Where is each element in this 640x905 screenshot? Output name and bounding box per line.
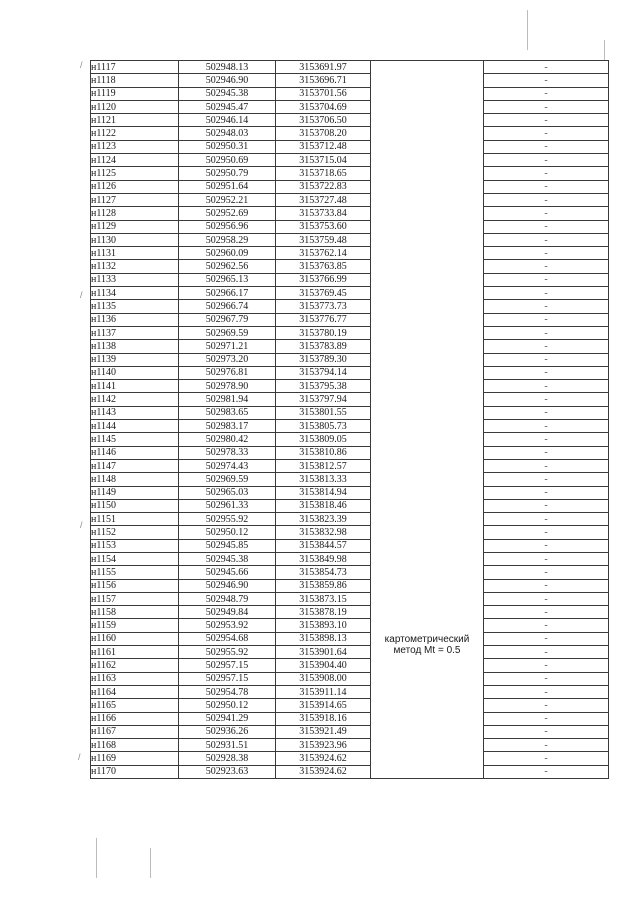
coord-x-cell: 502949.84 bbox=[179, 606, 276, 619]
scan-artifact-line bbox=[150, 848, 151, 878]
coord-y-cell: 3153878.19 bbox=[276, 606, 371, 619]
coord-y-cell: 3153715.04 bbox=[276, 154, 371, 167]
coord-x-cell: 502969.59 bbox=[179, 326, 276, 339]
accuracy-cell: - bbox=[484, 61, 609, 74]
coord-x-cell: 502958.29 bbox=[179, 233, 276, 246]
accuracy-cell: - bbox=[484, 699, 609, 712]
point-name-cell: н1151 bbox=[91, 513, 179, 526]
coord-x-cell: 502956.96 bbox=[179, 220, 276, 233]
coord-y-cell: 3153759.48 bbox=[276, 233, 371, 246]
coord-x-cell: 502966.74 bbox=[179, 300, 276, 313]
table-row bbox=[91, 180, 609, 193]
accuracy-cell: - bbox=[484, 247, 609, 260]
table-row bbox=[91, 725, 609, 738]
coord-x-cell: 502969.59 bbox=[179, 473, 276, 486]
point-name-cell: н1170 bbox=[91, 765, 179, 778]
table-row bbox=[91, 459, 609, 472]
point-name-cell: н1131 bbox=[91, 247, 179, 260]
accuracy-cell: - bbox=[484, 167, 609, 180]
coord-y-cell: 3153783.89 bbox=[276, 340, 371, 353]
table-row bbox=[91, 154, 609, 167]
accuracy-cell: - bbox=[484, 366, 609, 379]
point-name-cell: н1162 bbox=[91, 659, 179, 672]
coord-x-cell: 502948.03 bbox=[179, 127, 276, 140]
coord-x-cell: 502946.90 bbox=[179, 579, 276, 592]
accuracy-cell: - bbox=[484, 393, 609, 406]
table-row bbox=[91, 207, 609, 220]
table-row bbox=[91, 406, 609, 419]
coord-y-cell: 3153753.60 bbox=[276, 220, 371, 233]
point-name-cell: н1121 bbox=[91, 114, 179, 127]
coord-y-cell: 3153921.49 bbox=[276, 725, 371, 738]
point-name-cell: н1138 bbox=[91, 340, 179, 353]
point-name-cell: н1146 bbox=[91, 446, 179, 459]
coord-y-cell: 3153854.73 bbox=[276, 566, 371, 579]
table-row bbox=[91, 247, 609, 260]
accuracy-cell: - bbox=[484, 193, 609, 206]
table-row bbox=[91, 380, 609, 393]
coord-x-cell: 502931.51 bbox=[179, 739, 276, 752]
table-row bbox=[91, 326, 609, 339]
coord-y-cell: 3153924.62 bbox=[276, 765, 371, 778]
point-name-cell: н1150 bbox=[91, 499, 179, 512]
point-name-cell: н1117 bbox=[91, 61, 179, 74]
accuracy-cell: - bbox=[484, 619, 609, 632]
table-row bbox=[91, 699, 609, 712]
accuracy-cell: - bbox=[484, 433, 609, 446]
table-row bbox=[91, 353, 609, 366]
method-text: метод Mt = 0.5 bbox=[393, 644, 461, 656]
coord-x-cell: 502945.38 bbox=[179, 552, 276, 565]
point-name-cell: н1158 bbox=[91, 606, 179, 619]
point-name-cell: н1125 bbox=[91, 167, 179, 180]
accuracy-cell: - bbox=[484, 300, 609, 313]
accuracy-cell: - bbox=[484, 380, 609, 393]
coord-x-cell: 502978.33 bbox=[179, 446, 276, 459]
accuracy-cell: - bbox=[484, 646, 609, 659]
table-row bbox=[91, 287, 609, 300]
table-row bbox=[91, 446, 609, 459]
point-name-cell: н1163 bbox=[91, 672, 179, 685]
coord-x-cell: 502953.92 bbox=[179, 619, 276, 632]
table-row bbox=[91, 420, 609, 433]
accuracy-cell: - bbox=[484, 140, 609, 153]
accuracy-cell: - bbox=[484, 685, 609, 698]
coord-x-cell: 502946.90 bbox=[179, 74, 276, 87]
table-row bbox=[91, 513, 609, 526]
point-name-cell: н1136 bbox=[91, 313, 179, 326]
coord-x-cell: 502928.38 bbox=[179, 752, 276, 765]
point-name-cell: н1167 bbox=[91, 725, 179, 738]
coord-y-cell: 3153809.05 bbox=[276, 433, 371, 446]
accuracy-cell: - bbox=[484, 606, 609, 619]
accuracy-cell: - bbox=[484, 233, 609, 246]
table-row bbox=[91, 685, 609, 698]
table-row bbox=[91, 313, 609, 326]
accuracy-cell: - bbox=[484, 632, 609, 645]
coord-x-cell: 502952.21 bbox=[179, 193, 276, 206]
table-row bbox=[91, 87, 609, 100]
table-row bbox=[91, 233, 609, 246]
table-row bbox=[91, 672, 609, 685]
point-name-cell: н1142 bbox=[91, 393, 179, 406]
coord-y-cell: 3153805.73 bbox=[276, 420, 371, 433]
point-name-cell: н1156 bbox=[91, 579, 179, 592]
coord-y-cell: 3153923.96 bbox=[276, 739, 371, 752]
accuracy-cell: - bbox=[484, 406, 609, 419]
table-row bbox=[91, 619, 609, 632]
coord-y-cell: 3153706.50 bbox=[276, 114, 371, 127]
point-name-cell: н1127 bbox=[91, 193, 179, 206]
coord-y-cell: 3153794.14 bbox=[276, 366, 371, 379]
accuracy-cell: - bbox=[484, 154, 609, 167]
accuracy-cell: - bbox=[484, 100, 609, 113]
table-row bbox=[91, 260, 609, 273]
accuracy-cell: - bbox=[484, 287, 609, 300]
coord-x-cell: 502945.38 bbox=[179, 87, 276, 100]
coord-y-cell: 3153832.98 bbox=[276, 526, 371, 539]
table-row bbox=[91, 765, 609, 778]
coord-x-cell: 502946.14 bbox=[179, 114, 276, 127]
point-name-cell: н1155 bbox=[91, 566, 179, 579]
coord-y-cell: 3153810.86 bbox=[276, 446, 371, 459]
coord-x-cell: 502967.79 bbox=[179, 313, 276, 326]
coord-x-cell: 502965.03 bbox=[179, 486, 276, 499]
point-name-cell: н1160 bbox=[91, 632, 179, 645]
coord-x-cell: 502952.69 bbox=[179, 207, 276, 220]
coord-y-cell: 3153789.30 bbox=[276, 353, 371, 366]
scan-artifact-line bbox=[96, 838, 97, 878]
coord-y-cell: 3153696.71 bbox=[276, 74, 371, 87]
table-row bbox=[91, 167, 609, 180]
coord-x-cell: 502960.09 bbox=[179, 247, 276, 260]
table-row bbox=[91, 486, 609, 499]
accuracy-cell: - bbox=[484, 459, 609, 472]
coord-y-cell: 3153762.14 bbox=[276, 247, 371, 260]
coord-y-cell: 3153904.40 bbox=[276, 659, 371, 672]
point-name-cell: н1122 bbox=[91, 127, 179, 140]
table-row bbox=[91, 526, 609, 539]
accuracy-cell: - bbox=[484, 313, 609, 326]
point-name-cell: н1135 bbox=[91, 300, 179, 313]
point-name-cell: н1124 bbox=[91, 154, 179, 167]
accuracy-cell: - bbox=[484, 765, 609, 778]
table-row bbox=[91, 579, 609, 592]
table-row bbox=[91, 61, 609, 74]
point-name-cell: н1120 bbox=[91, 100, 179, 113]
point-name-cell: н1159 bbox=[91, 619, 179, 632]
coord-y-cell: 3153814.94 bbox=[276, 486, 371, 499]
table-row bbox=[91, 393, 609, 406]
table-row bbox=[91, 739, 609, 752]
coord-x-cell: 502976.81 bbox=[179, 366, 276, 379]
coord-y-cell: 3153722.83 bbox=[276, 180, 371, 193]
point-name-cell: н1165 bbox=[91, 699, 179, 712]
coord-y-cell: 3153712.48 bbox=[276, 140, 371, 153]
point-name-cell: н1169 bbox=[91, 752, 179, 765]
accuracy-cell: - bbox=[484, 220, 609, 233]
point-name-cell: н1126 bbox=[91, 180, 179, 193]
accuracy-cell: - bbox=[484, 739, 609, 752]
accuracy-cell: - bbox=[484, 672, 609, 685]
margin-mark: / bbox=[80, 60, 83, 70]
accuracy-cell: - bbox=[484, 473, 609, 486]
coord-x-cell: 502954.78 bbox=[179, 685, 276, 698]
coord-x-cell: 502957.15 bbox=[179, 672, 276, 685]
coord-y-cell: 3153727.48 bbox=[276, 193, 371, 206]
point-name-cell: н1164 bbox=[91, 685, 179, 698]
coord-x-cell: 502923.63 bbox=[179, 765, 276, 778]
point-name-cell: н1140 bbox=[91, 366, 179, 379]
table-row bbox=[91, 273, 609, 286]
coord-x-cell: 502983.65 bbox=[179, 406, 276, 419]
margin-mark: / bbox=[80, 520, 83, 530]
accuracy-cell: - bbox=[484, 513, 609, 526]
coord-x-cell: 502955.92 bbox=[179, 513, 276, 526]
coord-y-cell: 3153812.57 bbox=[276, 459, 371, 472]
coord-x-cell: 502962.56 bbox=[179, 260, 276, 273]
coord-x-cell: 502974.43 bbox=[179, 459, 276, 472]
coord-y-cell: 3153893.10 bbox=[276, 619, 371, 632]
accuracy-cell: - bbox=[484, 566, 609, 579]
table-row bbox=[91, 300, 609, 313]
table-row bbox=[91, 659, 609, 672]
coord-y-cell: 3153769.45 bbox=[276, 287, 371, 300]
point-name-cell: н1119 bbox=[91, 87, 179, 100]
table-row bbox=[91, 606, 609, 619]
coord-x-cell: 502950.12 bbox=[179, 699, 276, 712]
coord-y-cell: 3153763.85 bbox=[276, 260, 371, 273]
coord-y-cell: 3153823.39 bbox=[276, 513, 371, 526]
coord-y-cell: 3153818.46 bbox=[276, 499, 371, 512]
point-name-cell: н1143 bbox=[91, 406, 179, 419]
coord-x-cell: 502966.17 bbox=[179, 287, 276, 300]
coord-x-cell: 502955.92 bbox=[179, 646, 276, 659]
coord-x-cell: 502983.17 bbox=[179, 420, 276, 433]
coord-x-cell: 502973.20 bbox=[179, 353, 276, 366]
point-name-cell: н1157 bbox=[91, 592, 179, 605]
table-row bbox=[91, 592, 609, 605]
point-name-cell: н1149 bbox=[91, 486, 179, 499]
coord-x-cell: 502950.69 bbox=[179, 154, 276, 167]
table-row bbox=[91, 646, 609, 659]
accuracy-cell: - bbox=[484, 340, 609, 353]
accuracy-cell: - bbox=[484, 725, 609, 738]
table-row bbox=[91, 114, 609, 127]
coord-x-cell: 502945.66 bbox=[179, 566, 276, 579]
accuracy-cell: - bbox=[484, 87, 609, 100]
coord-x-cell: 502965.13 bbox=[179, 273, 276, 286]
table-row bbox=[91, 366, 609, 379]
accuracy-cell: - bbox=[484, 526, 609, 539]
coord-x-cell: 502936.26 bbox=[179, 725, 276, 738]
coord-x-cell: 502950.31 bbox=[179, 140, 276, 153]
point-name-cell: н1130 bbox=[91, 233, 179, 246]
table-row bbox=[91, 712, 609, 725]
coord-x-cell: 502945.85 bbox=[179, 539, 276, 552]
coord-x-cell: 502951.64 bbox=[179, 180, 276, 193]
point-name-cell: н1139 bbox=[91, 353, 179, 366]
accuracy-cell: - bbox=[484, 114, 609, 127]
coord-y-cell: 3153704.69 bbox=[276, 100, 371, 113]
table-row bbox=[91, 539, 609, 552]
point-name-cell: н1152 bbox=[91, 526, 179, 539]
accuracy-cell: - bbox=[484, 712, 609, 725]
coord-y-cell: 3153849.98 bbox=[276, 552, 371, 565]
table-row bbox=[91, 100, 609, 113]
coord-y-cell: 3153911.14 bbox=[276, 685, 371, 698]
accuracy-cell: - bbox=[484, 446, 609, 459]
point-name-cell: н1168 bbox=[91, 739, 179, 752]
point-name-cell: н1145 bbox=[91, 433, 179, 446]
accuracy-cell: - bbox=[484, 127, 609, 140]
coord-y-cell: 3153766.99 bbox=[276, 273, 371, 286]
coord-y-cell: 3153918.16 bbox=[276, 712, 371, 725]
accuracy-cell: - bbox=[484, 659, 609, 672]
point-name-cell: н1147 bbox=[91, 459, 179, 472]
coord-x-cell: 502950.79 bbox=[179, 167, 276, 180]
coord-y-cell: 3153776.77 bbox=[276, 313, 371, 326]
table-row bbox=[91, 193, 609, 206]
table-row bbox=[91, 220, 609, 233]
coord-y-cell: 3153873.15 bbox=[276, 592, 371, 605]
table-row bbox=[91, 140, 609, 153]
coord-y-cell: 3153901.64 bbox=[276, 646, 371, 659]
accuracy-cell: - bbox=[484, 74, 609, 87]
scan-artifact-line bbox=[604, 40, 605, 60]
method-text: картометрический bbox=[384, 633, 470, 645]
accuracy-cell: - bbox=[484, 592, 609, 605]
coord-y-cell: 3153795.38 bbox=[276, 380, 371, 393]
coord-y-cell: 3153908.00 bbox=[276, 672, 371, 685]
accuracy-cell: - bbox=[484, 552, 609, 565]
accuracy-cell: - bbox=[484, 207, 609, 220]
coord-x-cell: 502971.21 bbox=[179, 340, 276, 353]
accuracy-cell: - bbox=[484, 499, 609, 512]
table-row bbox=[91, 74, 609, 87]
point-name-cell: н1137 bbox=[91, 326, 179, 339]
coord-x-cell: 502957.15 bbox=[179, 659, 276, 672]
point-name-cell: н1144 bbox=[91, 420, 179, 433]
point-name-cell: н1123 bbox=[91, 140, 179, 153]
table-row bbox=[91, 433, 609, 446]
coord-x-cell: 502978.90 bbox=[179, 380, 276, 393]
point-name-cell: н1166 bbox=[91, 712, 179, 725]
accuracy-cell: - bbox=[484, 326, 609, 339]
accuracy-cell: - bbox=[484, 539, 609, 552]
coord-y-cell: 3153914.65 bbox=[276, 699, 371, 712]
point-name-cell: н1133 bbox=[91, 273, 179, 286]
point-name-cell: н1134 bbox=[91, 287, 179, 300]
coord-y-cell: 3153708.20 bbox=[276, 127, 371, 140]
point-name-cell: н1118 bbox=[91, 74, 179, 87]
accuracy-cell: - bbox=[484, 579, 609, 592]
point-name-cell: н1129 bbox=[91, 220, 179, 233]
table-row bbox=[91, 752, 609, 765]
coord-x-cell: 502945.47 bbox=[179, 100, 276, 113]
coord-y-cell: 3153733.84 bbox=[276, 207, 371, 220]
table-row bbox=[91, 632, 609, 645]
coord-y-cell: 3153859.86 bbox=[276, 579, 371, 592]
coord-x-cell: 502948.79 bbox=[179, 592, 276, 605]
coord-y-cell: 3153813.33 bbox=[276, 473, 371, 486]
coord-y-cell: 3153718.65 bbox=[276, 167, 371, 180]
table-row bbox=[91, 552, 609, 565]
accuracy-cell: - bbox=[484, 273, 609, 286]
margin-mark: / bbox=[78, 752, 81, 762]
coord-x-cell: 502980.42 bbox=[179, 433, 276, 446]
point-name-cell: н1154 bbox=[91, 552, 179, 565]
point-name-cell: н1132 bbox=[91, 260, 179, 273]
coord-y-cell: 3153844.57 bbox=[276, 539, 371, 552]
coord-x-cell: 502950.12 bbox=[179, 526, 276, 539]
table-row bbox=[91, 499, 609, 512]
coord-y-cell: 3153797.94 bbox=[276, 393, 371, 406]
coord-y-cell: 3153773.73 bbox=[276, 300, 371, 313]
accuracy-cell: - bbox=[484, 486, 609, 499]
coord-y-cell: 3153898.13 bbox=[276, 632, 371, 645]
coord-x-cell: 502981.94 bbox=[179, 393, 276, 406]
accuracy-cell: - bbox=[484, 260, 609, 273]
coord-y-cell: 3153691.97 bbox=[276, 61, 371, 74]
table-row bbox=[91, 340, 609, 353]
coordinates-table bbox=[90, 60, 609, 779]
point-name-cell: н1141 bbox=[91, 380, 179, 393]
coord-x-cell: 502954.68 bbox=[179, 632, 276, 645]
accuracy-cell: - bbox=[484, 752, 609, 765]
table-row bbox=[91, 127, 609, 140]
margin-mark: / bbox=[80, 290, 83, 300]
accuracy-cell: - bbox=[484, 420, 609, 433]
point-name-cell: н1148 bbox=[91, 473, 179, 486]
table-row bbox=[91, 566, 609, 579]
scan-artifact-line bbox=[527, 10, 528, 50]
point-name-cell: н1161 bbox=[91, 646, 179, 659]
table-row bbox=[91, 473, 609, 486]
method-cell bbox=[371, 61, 484, 779]
coord-x-cell: 502961.33 bbox=[179, 499, 276, 512]
coord-y-cell: 3153924.62 bbox=[276, 752, 371, 765]
accuracy-cell: - bbox=[484, 353, 609, 366]
coord-x-cell: 502941.29 bbox=[179, 712, 276, 725]
coord-y-cell: 3153780.19 bbox=[276, 326, 371, 339]
coord-y-cell: 3153701.56 bbox=[276, 87, 371, 100]
point-name-cell: н1128 bbox=[91, 207, 179, 220]
accuracy-cell: - bbox=[484, 180, 609, 193]
point-name-cell: н1153 bbox=[91, 539, 179, 552]
coord-y-cell: 3153801.55 bbox=[276, 406, 371, 419]
coord-x-cell: 502948.13 bbox=[179, 61, 276, 74]
